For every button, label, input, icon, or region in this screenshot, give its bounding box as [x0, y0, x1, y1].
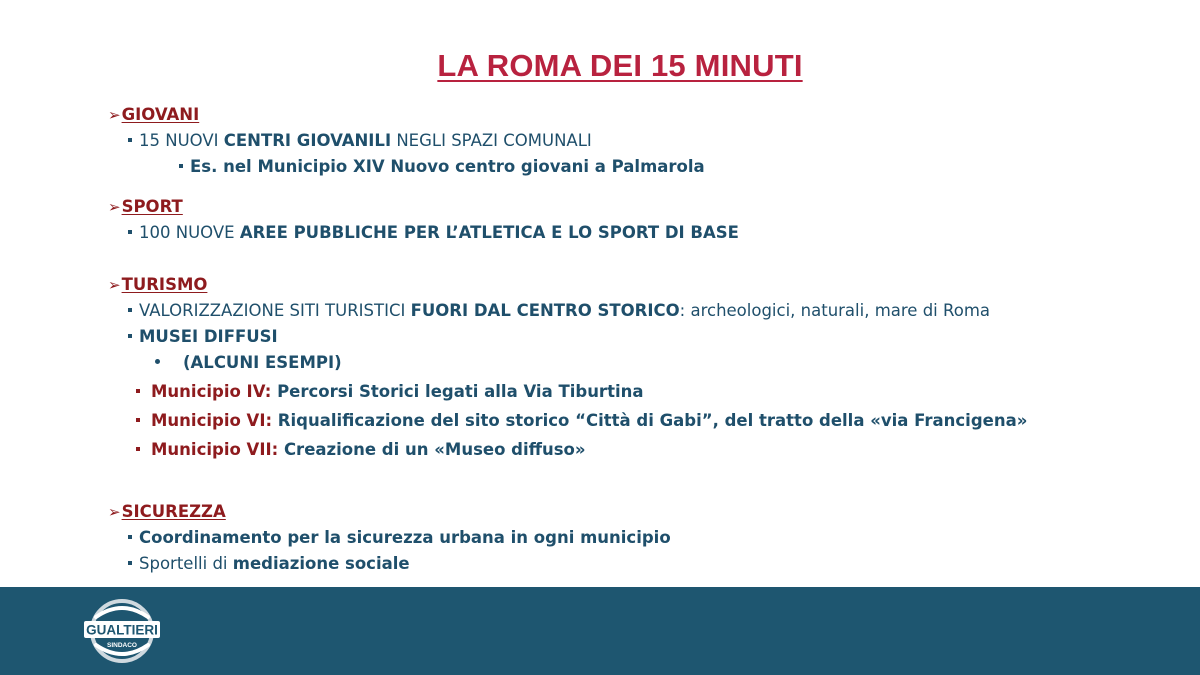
- logo-name: GUALTIERI: [86, 622, 158, 638]
- section-heading-sicurezza: ➢SICUREZZA: [108, 502, 226, 521]
- square-bullet-icon: [136, 447, 140, 451]
- square-bullet-icon: [136, 418, 140, 422]
- page-title: LA ROMA DEI 15 MINUTI: [437, 48, 803, 83]
- list-item: MUSEI DIFFUSI: [128, 326, 278, 348]
- logo-sub: SINDACO: [107, 642, 137, 649]
- list-item: Sportelli di mediazione sociale: [128, 553, 410, 575]
- footer-band: [0, 587, 1200, 675]
- arrow-bullet-icon: ➢: [108, 503, 121, 521]
- square-bullet-icon: [128, 561, 132, 565]
- list-item: 100 NUOVE AREE PUBBLICHE PER L’ATLETICA E LO SPORT DI BASE: [128, 222, 739, 244]
- square-bullet-icon: [136, 389, 140, 393]
- square-bullet-icon: [179, 164, 183, 168]
- list-item: VALORIZZAZIONE SITI TURISTICI FUORI DAL CENTRO STORICO: archeologici, naturali, mare di Roma: [128, 300, 990, 322]
- list-item: Coordinamento per la sicurezza urbana in ogni municipio: [128, 527, 671, 549]
- square-bullet-icon: [128, 138, 132, 142]
- section-heading-sport: ➢SPORT: [108, 197, 183, 216]
- arrow-bullet-icon: ➢: [108, 276, 121, 294]
- arrow-bullet-icon: ➢: [108, 106, 121, 124]
- square-bullet-icon: [128, 535, 132, 539]
- section-heading-giovani: ➢GIOVANI: [108, 105, 200, 124]
- round-bullet-icon: [155, 359, 160, 364]
- list-item-municipio: Municipio VII: Creazione di un «Museo diffuso»: [136, 439, 586, 461]
- section-heading-turismo: ➢TURISMO: [108, 275, 208, 294]
- square-bullet-icon: [128, 334, 132, 338]
- list-subitem: (ALCUNI ESEMPI): [155, 352, 342, 374]
- square-bullet-icon: [128, 308, 132, 312]
- arrow-bullet-icon: ➢: [108, 198, 121, 216]
- list-item-municipio: Municipio IV: Percorsi Storici legati alla Via Tiburtina: [136, 381, 644, 403]
- list-item-municipio: Municipio VI: Riqualificazione del sito storico “Città di Gabi”, del tratto della «via Francigena»: [136, 410, 1027, 432]
- list-item: 15 NUOVI CENTRI GIOVANILI NEGLI SPAZI COMUNALI: [128, 130, 592, 152]
- list-subitem: Es. nel Municipio XIV Nuovo centro giovani a Palmarola: [179, 156, 705, 178]
- gualtieri-logo: [82, 595, 162, 667]
- square-bullet-icon: [128, 230, 132, 234]
